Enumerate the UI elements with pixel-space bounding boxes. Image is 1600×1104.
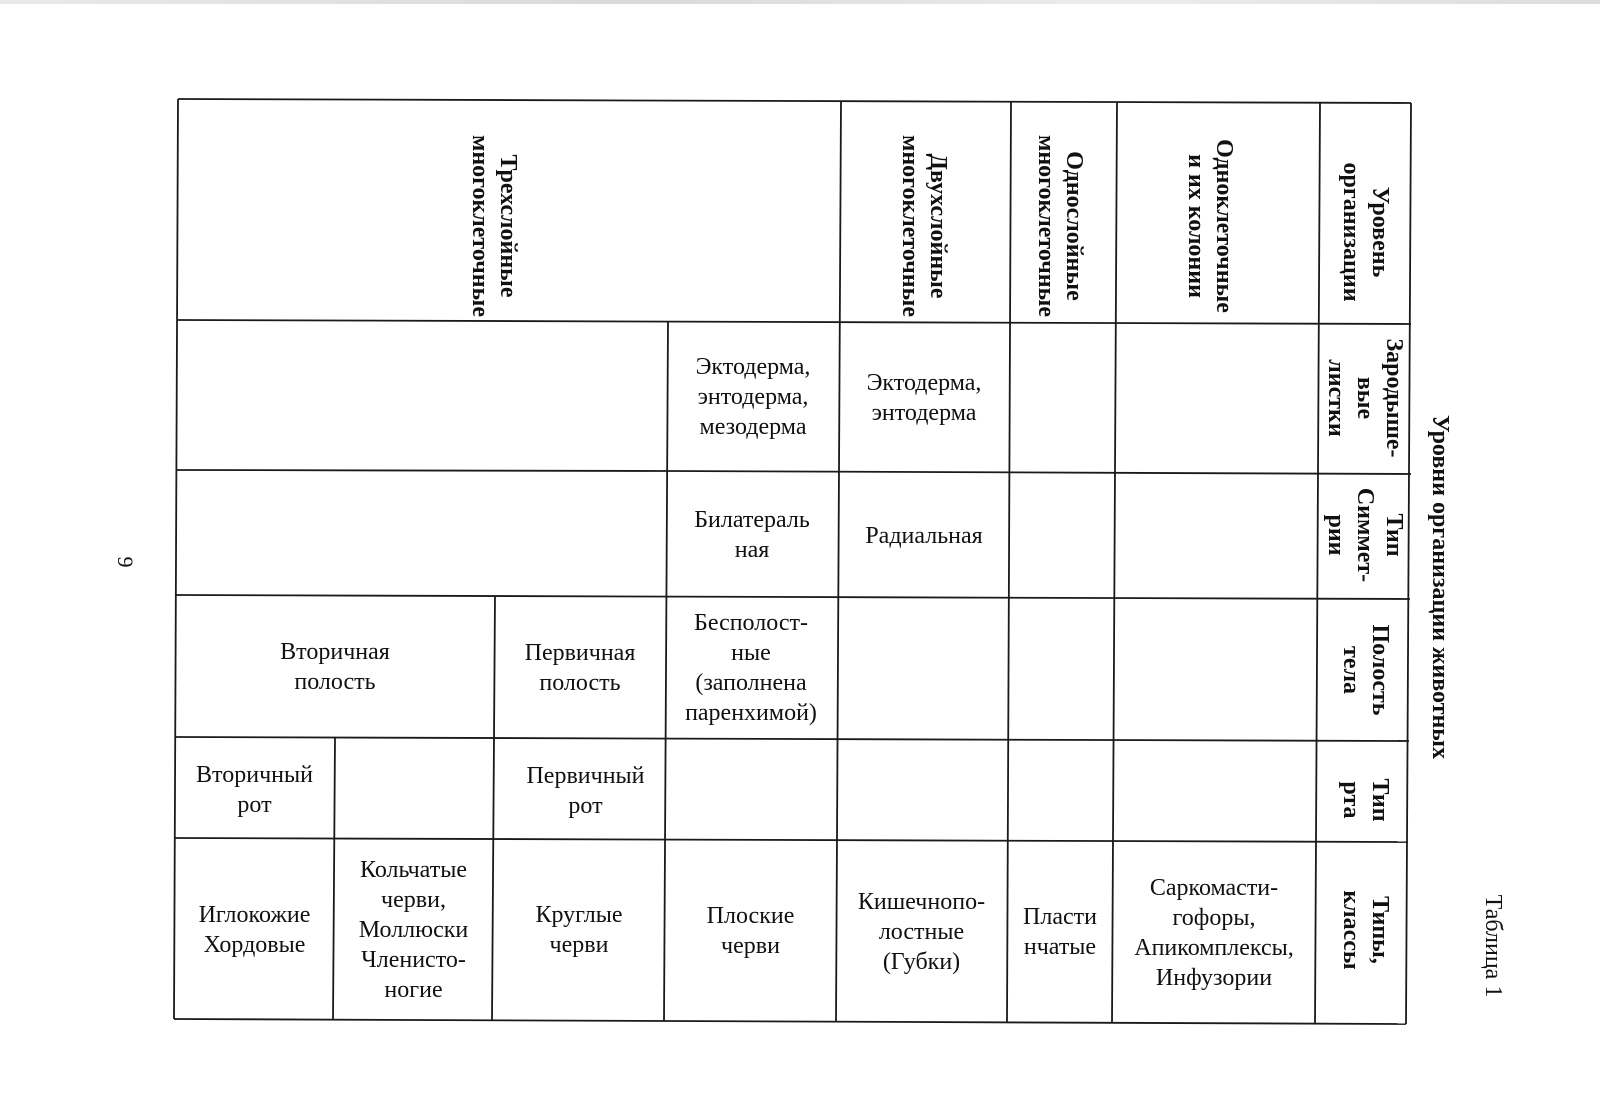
types-flatworms: Плоские черви: [706, 903, 795, 959]
cavity-primary: Первичная полость: [524, 640, 636, 696]
header-body-cavity: Полость тела: [1338, 624, 1393, 716]
types-roundworms: Круглые черви: [535, 902, 623, 958]
level-bilayer: Двухслойные многоклеточные: [897, 134, 951, 318]
types-annelids-molluscs-arthropods: Кольчатые черви, Моллюски Членисто- ногие: [358, 857, 469, 1003]
symmetry-trilayer: Билатераль ная: [694, 506, 810, 563]
header-types: Типы, классы: [1338, 890, 1393, 970]
level-monolayer: Однослойные многоклеточные: [1033, 134, 1087, 318]
types-unicellular: Саркомасти- гофоры, Апикомплексы, Инфузории: [1134, 874, 1294, 991]
table-label: Таблица 1: [1480, 894, 1507, 998]
header-mouth: Тип рта: [1338, 778, 1393, 822]
cavity-acoelom: Бесполост- ные (заполнена паренхимой): [685, 610, 817, 726]
sep-germ-sym-left: [177, 470, 667, 471]
header-level: Уровень организации: [1338, 162, 1393, 302]
page-number: 9: [113, 556, 138, 568]
border-top: [178, 99, 1411, 103]
header-symmetry: Тип Симмет- рии: [1323, 487, 1408, 583]
symmetry-bilayer: Радиальная: [865, 522, 983, 549]
table-title: Уровни организации животных: [1427, 414, 1454, 760]
level-unicellular: Одноклеточные и их колонии: [1183, 139, 1237, 313]
types-bilayer: Кишечнопо- лостные (Губки): [857, 888, 986, 975]
types-monolayer: Пласти нчатые: [1023, 903, 1097, 960]
cavity-secondary: Вторичная полость: [280, 639, 390, 695]
mouth-primary: Первичный рот: [526, 762, 645, 819]
germ-bilayer: Эктодерма, энтодерма: [866, 370, 982, 426]
germ-trilayer: Эктодерма, энтодерма, мезодерма: [695, 354, 811, 440]
types-echinoderms-chordates: Иглокожие Хордовые: [198, 902, 311, 958]
mouth-secondary: Вторичный рот: [196, 761, 313, 818]
level-trilayer: Трехслойные многоклеточные: [467, 134, 521, 318]
header-germ-layers: Зародыше- вые листки: [1323, 338, 1408, 458]
